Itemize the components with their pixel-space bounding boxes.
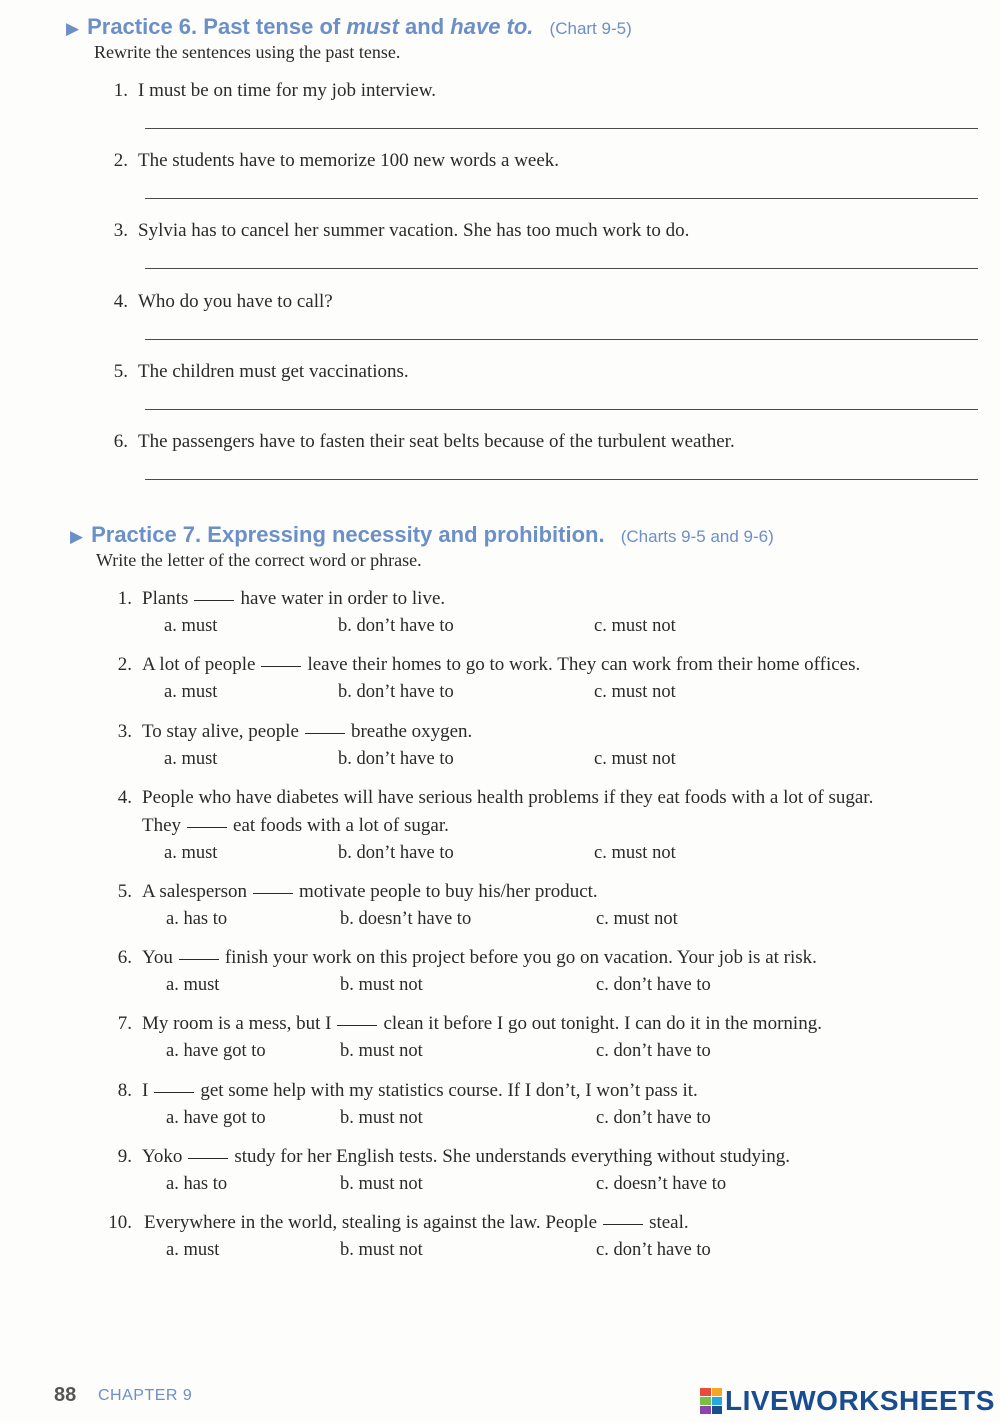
option-a[interactable]: a. must — [164, 682, 218, 702]
question-number: 2. — [113, 150, 128, 171]
option-b[interactable]: b. must not — [340, 975, 423, 995]
question-text — [142, 1013, 822, 1035]
option-a[interactable]: a. must — [166, 975, 220, 995]
question-text-line-1: People who have diabetes will have serious health problems if they eat foods with a lot of sugar. — [142, 787, 874, 808]
question-text: The children must get vaccinations. — [138, 361, 409, 382]
question-number: 9. — [117, 1146, 132, 1167]
answer-blank[interactable] — [337, 1024, 377, 1026]
question-text-before: To stay alive, people — [142, 721, 299, 742]
logo-square — [712, 1397, 723, 1405]
option-b[interactable]: b. must not — [340, 1174, 423, 1194]
question-number: 2. — [117, 654, 132, 675]
question-text — [142, 881, 598, 903]
question-number: 10. — [108, 1212, 132, 1233]
question-text-after: eat foods with a lot of sugar. — [233, 815, 449, 836]
option-c[interactable]: c. don’t have to — [596, 975, 711, 995]
option-c[interactable]: c. doesn’t have to — [596, 1174, 727, 1194]
logo-square — [700, 1388, 711, 1396]
option-c[interactable]: c. don’t have to — [596, 1240, 711, 1260]
question-number: 5. — [113, 361, 128, 382]
question-text-before: Plants — [142, 588, 189, 609]
answer-line[interactable] — [145, 339, 978, 340]
practice-7-label: Practice 7. — [91, 522, 202, 547]
option-c[interactable]: c. must not — [596, 909, 678, 929]
question-text-after: leave their homes to go to work. They can work from their home offices. — [307, 654, 861, 675]
option-b[interactable]: b. must not — [340, 1108, 423, 1128]
question-number: 1. — [113, 80, 128, 101]
question-text — [142, 588, 445, 610]
option-a[interactable]: a. has to — [166, 909, 228, 929]
answer-line[interactable] — [145, 268, 978, 269]
option-c[interactable]: c. don’t have to — [596, 1041, 711, 1061]
question-text-before: A lot of people — [142, 654, 256, 675]
question-text — [142, 815, 449, 837]
question-number: 6. — [113, 431, 128, 452]
question-text: I must be on time for my job interview. — [138, 80, 436, 101]
question-number: 5. — [117, 881, 132, 902]
question-text-after: motivate people to buy his/her product. — [299, 881, 598, 902]
answer-line[interactable] — [145, 128, 978, 129]
page-number: 88 — [54, 1384, 77, 1406]
practice-6-label: Practice 6. — [87, 14, 198, 39]
question-text — [142, 947, 817, 969]
practice-6-chart-ref: (Chart 9-5) — [549, 19, 632, 38]
answer-blank[interactable] — [179, 958, 219, 960]
practice-7-chart-ref: (Charts 9-5 and 9-6) — [620, 527, 774, 546]
question-text-after: study for her English tests. She understands everything without studying. — [234, 1146, 791, 1167]
question-text-before: You — [142, 947, 173, 968]
liveworksheets-logo-icon — [700, 1388, 722, 1414]
practice-6-title-and: and — [405, 14, 445, 39]
question-text — [142, 1146, 790, 1168]
question-text: Who do you have to call? — [138, 291, 333, 312]
option-b[interactable]: b. don’t have to — [338, 843, 454, 863]
triangle-marker-icon: ▶ — [70, 527, 84, 546]
practice-6-title-a: Past tense of — [203, 14, 341, 39]
option-b[interactable]: b. must not — [340, 1240, 423, 1260]
option-c[interactable]: c. don’t have to — [596, 1108, 711, 1128]
question-number: 7. — [117, 1013, 132, 1034]
question-text-before: Everywhere in the world, stealing is against the law. People — [144, 1212, 598, 1233]
option-b[interactable]: b. doesn’t have to — [340, 909, 472, 929]
option-a[interactable]: a. have got to — [166, 1041, 266, 1061]
answer-blank[interactable] — [187, 826, 227, 828]
question-text-after: clean it before I go out tonight. I can do it in the morning. — [383, 1013, 822, 1034]
option-a[interactable]: a. must — [164, 749, 218, 769]
practice-6-heading — [66, 14, 632, 40]
question-text — [144, 1212, 689, 1234]
option-b[interactable]: b. don’t have to — [338, 749, 454, 769]
option-c[interactable]: c. must not — [594, 749, 676, 769]
answer-line[interactable] — [145, 479, 978, 480]
question-text — [142, 721, 472, 743]
question-text: The passengers have to fasten their seat belts because of the turbulent weather. — [138, 431, 735, 452]
practice-7-title: Expressing necessity and prohibition. — [207, 522, 605, 547]
option-a[interactable]: a. must — [164, 843, 218, 863]
option-c[interactable]: c. must not — [594, 616, 676, 636]
option-b[interactable]: b. don’t have to — [338, 682, 454, 702]
answer-blank[interactable] — [194, 599, 234, 601]
answer-blank[interactable] — [253, 892, 293, 894]
answer-line[interactable] — [145, 198, 978, 199]
question-text-after: breathe oxygen. — [350, 721, 473, 742]
answer-blank[interactable] — [154, 1091, 194, 1093]
option-b[interactable]: b. don’t have to — [338, 616, 454, 636]
chapter-label: CHAPTER 9 — [98, 1387, 193, 1404]
option-a[interactable]: a. must — [164, 616, 218, 636]
logo-square — [700, 1406, 711, 1414]
question-text-before: They — [142, 815, 182, 836]
answer-blank[interactable] — [188, 1157, 228, 1159]
question-number: 3. — [117, 721, 132, 742]
question-text-after: have water in order to live. — [240, 588, 446, 609]
question-text-before: A salesperson — [142, 881, 248, 902]
logo-square — [712, 1406, 723, 1414]
option-a[interactable]: a. must — [166, 1240, 220, 1260]
question-text — [142, 1080, 698, 1102]
practice-7-instruction: Write the letter of the correct word or phrase. — [96, 550, 422, 570]
question-text-before: Yoko — [142, 1146, 183, 1167]
practice-6-title-must: must — [346, 14, 399, 39]
option-c[interactable]: c. must not — [594, 682, 676, 702]
answer-line[interactable] — [145, 409, 978, 410]
question-number: 8. — [117, 1080, 132, 1101]
practice-7-heading — [70, 522, 774, 548]
question-text-after: steal. — [649, 1212, 689, 1233]
logo-square — [712, 1388, 723, 1396]
question-number: 1. — [117, 588, 132, 609]
practice-6-title-have-to: have to. — [450, 14, 534, 39]
practice-6-instruction: Rewrite the sentences using the past tense. — [94, 42, 401, 62]
option-c[interactable]: c. must not — [594, 843, 676, 863]
question-text-before: I — [142, 1080, 149, 1101]
option-b[interactable]: b. must not — [340, 1041, 423, 1061]
question-text-after: get some help with my statistics course. If I don’t, I won’t pass it. — [200, 1080, 698, 1101]
question-text-after: finish your work on this project before you go on vacation. Your job is at risk. — [224, 947, 817, 968]
liveworksheets-logo[interactable] — [700, 1385, 995, 1417]
answer-blank[interactable] — [261, 665, 301, 667]
question-text — [142, 654, 860, 676]
question-text: Sylvia has to cancel her summer vacation. She has too much work to do. — [138, 220, 690, 241]
question-number: 4. — [117, 787, 132, 808]
answer-blank[interactable] — [305, 732, 345, 734]
option-a[interactable]: a. have got to — [166, 1108, 266, 1128]
question-text-before: My room is a mess, but I — [142, 1013, 332, 1034]
option-a[interactable]: a. has to — [166, 1174, 228, 1194]
answer-blank[interactable] — [603, 1223, 643, 1225]
question-text: The students have to memorize 100 new words a week. — [138, 150, 560, 171]
question-number: 6. — [117, 947, 132, 968]
liveworksheets-brand: LIVEWORKSHEETS — [725, 1385, 995, 1416]
logo-square — [700, 1397, 711, 1405]
triangle-marker-icon: ▶ — [66, 19, 80, 38]
question-number: 4. — [113, 291, 128, 312]
question-number: 3. — [113, 220, 128, 241]
